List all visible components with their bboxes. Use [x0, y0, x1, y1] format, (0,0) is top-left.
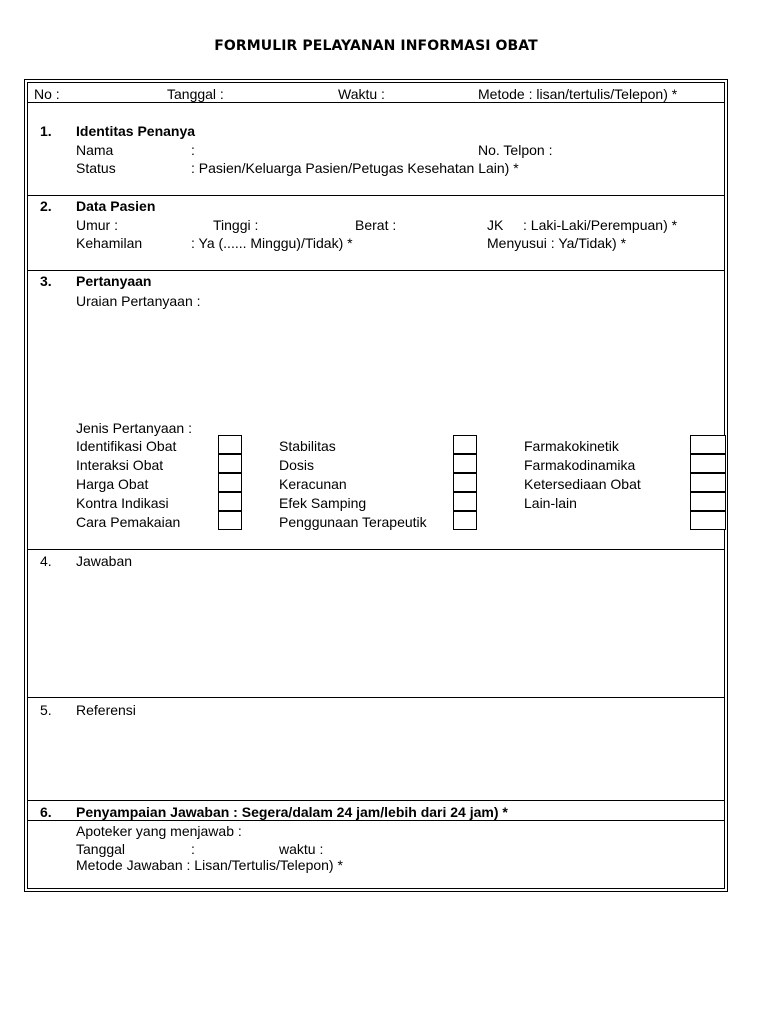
section-1-number: 1.	[40, 123, 52, 139]
nama-colon: :	[191, 142, 195, 158]
question-type-label: Harga Obat	[76, 476, 149, 492]
divider	[27, 549, 725, 550]
umur-field: Umur :	[76, 217, 118, 233]
checkbox-keracunan[interactable]	[453, 473, 477, 492]
checkbox-cara-pemakaian[interactable]	[218, 511, 242, 530]
checkbox-lain-lain[interactable]	[690, 492, 726, 511]
divider	[27, 820, 725, 821]
checkbox-efek-samping[interactable]	[453, 492, 477, 511]
status-label: Status	[76, 160, 116, 176]
question-type-label: Keracunan	[279, 476, 347, 492]
checkbox-farmakokinetik[interactable]	[690, 435, 726, 454]
section-3-number: 3.	[40, 273, 52, 289]
section-4-heading: Jawaban	[76, 553, 133, 569]
divider	[27, 800, 725, 801]
section-2-number: 2.	[40, 198, 52, 214]
tanggal-colon: :	[191, 841, 195, 857]
tanggal-label: Tanggal	[76, 841, 126, 857]
uraian-label: Uraian Pertanyaan :	[76, 293, 201, 309]
jk-value: : Laki-Laki/Perempuan) *	[523, 217, 678, 233]
section-5-heading: Referensi	[76, 702, 136, 718]
question-type-label: Interaksi Obat	[76, 457, 164, 473]
checkbox-interaksi-obat[interactable]	[218, 454, 242, 473]
jk-label: JK	[487, 217, 504, 233]
checkbox-dosis[interactable]	[453, 454, 477, 473]
status-value: : Pasien/Keluarga Pasien/Petugas Kesehatan Lain) *	[191, 160, 519, 176]
checkbox-extra[interactable]	[690, 511, 726, 530]
question-type-label: Dosis	[279, 457, 315, 473]
jenis-label: Jenis Pertanyaan :	[76, 420, 192, 436]
question-type-label: Efek Samping	[279, 495, 367, 511]
telpon-field: No. Telpon :	[478, 142, 553, 158]
kehamilan-value: : Ya (...... Minggu)/Tidak) *	[191, 235, 353, 251]
header-time-field: Waktu :	[338, 86, 385, 102]
berat-field: Berat :	[355, 217, 397, 233]
question-type-label: Stabilitas	[279, 438, 336, 454]
divider	[27, 270, 725, 271]
menyusui-field: Menyusui : Ya/Tidak) *	[487, 235, 627, 251]
divider	[27, 102, 725, 103]
section-2-heading: Data Pasien	[76, 198, 156, 214]
nama-label: Nama	[76, 142, 114, 158]
section-1-heading: Identitas Penanya	[76, 123, 196, 139]
question-type-label: Identifikasi Obat	[76, 438, 177, 454]
question-type-label: Farmakodinamika	[524, 457, 636, 473]
form-title: FORMULIR PELAYANAN INFORMASI OBAT	[214, 38, 538, 54]
checkbox-farmakodinamika[interactable]	[690, 454, 726, 473]
metode-jawaban-field: Metode Jawaban : Lisan/Tertulis/Telepon) *	[76, 857, 343, 873]
question-type-label: Farmakokinetik	[524, 438, 619, 454]
section-5-number: 5.	[40, 702, 52, 718]
waktu-field: waktu :	[279, 841, 324, 857]
section-6-number: 6.	[40, 804, 52, 820]
question-type-label: Cara Pemakaian	[76, 514, 181, 530]
checkbox-ketersediaan-obat[interactable]	[690, 473, 726, 492]
section-6-heading: Penyampaian Jawaban : Segera/dalam 24 jam/lebih dari 24 jam) *	[76, 804, 508, 820]
section-4-number: 4.	[40, 553, 52, 569]
apoteker-field: Apoteker yang menjawab :	[76, 823, 242, 839]
checkbox-kontra-indikasi[interactable]	[218, 492, 242, 511]
question-type-label: Kontra Indikasi	[76, 495, 169, 511]
checkbox-identifikasi-obat[interactable]	[218, 435, 242, 454]
header-method-field: Metode : lisan/tertulis/Telepon) *	[478, 86, 678, 102]
kehamilan-label: Kehamilan	[76, 235, 143, 251]
section-3-heading: Pertanyaan	[76, 273, 152, 289]
divider	[27, 697, 725, 698]
tinggi-field: Tinggi :	[213, 217, 259, 233]
question-type-label: Lain-lain	[524, 495, 577, 511]
checkbox-harga-obat[interactable]	[218, 473, 242, 492]
header-date-field: Tanggal :	[167, 86, 224, 102]
checkbox-penggunaan-terapeutik[interactable]	[453, 511, 477, 530]
divider	[27, 195, 725, 196]
question-type-label: Ketersediaan Obat	[524, 476, 641, 492]
checkbox-stabilitas[interactable]	[453, 435, 477, 454]
question-type-label: Penggunaan Terapeutik	[279, 514, 427, 530]
header-no-field: No :	[34, 86, 60, 102]
